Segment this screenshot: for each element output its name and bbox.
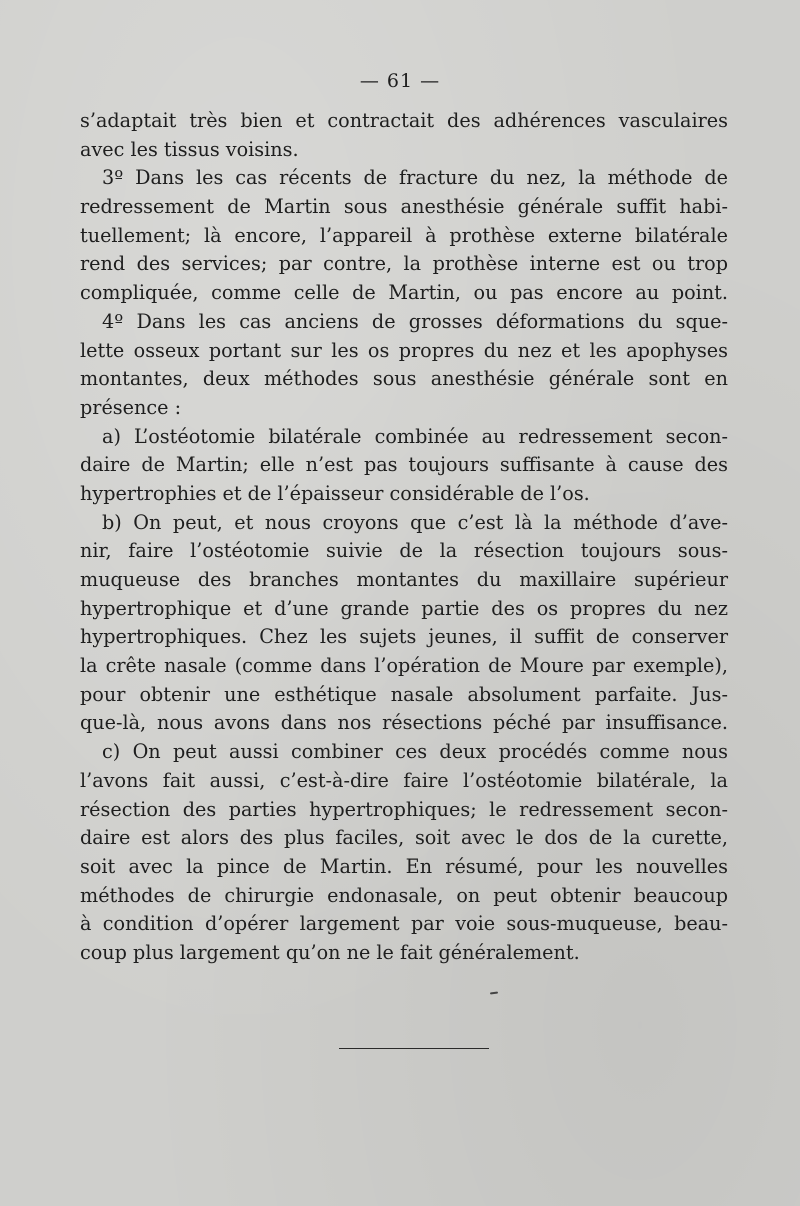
text-line: hypertrophies et de l’épaisseur considérable de l’os. <box>80 481 590 505</box>
text-line: daire est alors des plus faciles, soit avec le dos de la curette, <box>80 826 728 850</box>
text-line: 4º Dans les cas anciens de grosses déformations du sque- <box>102 309 728 333</box>
body-text <box>80 107 728 968</box>
text-line: l’avons fait aussi, c’est-à-dire faire l’ostéotomie bilatérale, la <box>80 768 728 792</box>
text-line: hypertrophique et d’une grande partie des os propres du nez <box>80 596 728 620</box>
text-line: à condition d’opérer largement par voie sous-muqueuse, beau- <box>80 912 728 936</box>
text-line: redressement de Martin sous anesthésie générale suffit habi- <box>80 195 728 219</box>
text-line: c) On peut aussi combiner ces deux procédés comme nous <box>102 740 728 764</box>
end-rule <box>339 1048 489 1049</box>
text-line: pour obtenir une esthétique nasale absolument parfaite. Jus- <box>80 682 728 706</box>
text-line: 3º Dans les cas récents de fracture du nez, la méthode de <box>102 166 728 190</box>
text-line: montantes, deux méthodes sous anesthésie générale sont en <box>80 367 728 391</box>
text-line: nir, faire l’ostéotomie suivie de la résection toujours sous- <box>80 539 728 563</box>
text-line: tuellement; là encore, l’appareil à prothèse externe bilatérale <box>80 223 728 247</box>
ink-speck <box>490 991 498 994</box>
text-line: rend des services; par contre, la prothèse interne est ou trop <box>80 252 728 276</box>
text-line: soit avec la pince de Martin. En résumé, pour les nouvelles <box>80 854 728 878</box>
text-line: hypertrophiques. Chez les sujets jeunes, il suffit de conserver <box>80 625 728 649</box>
text-line: avec les tissus voisins. <box>80 137 299 161</box>
page-number: — 61 — <box>359 70 441 92</box>
text-line: muqueuse des branches montantes du maxillaire supérieur <box>80 568 728 591</box>
text-line: que-là, nous avons dans nos résections péché par insuffisance. <box>80 711 728 735</box>
text-line: méthodes de chirurgie endonasale, on peut obtenir beaucoup <box>80 883 728 907</box>
text-line: compliquée, comme celle de Martin, ou pas encore au point. <box>80 281 728 305</box>
text-line: s’adaptait très bien et contractait des adhérences vasculaires <box>80 109 728 132</box>
text-line: a) L’ostéotomie bilatérale combinée au redressement secon- <box>102 424 728 448</box>
text-line: coup plus largement qu’on ne le fait généralement. <box>80 940 580 964</box>
text-line: la crête nasale (comme dans l’opération de Moure par exemple), <box>80 654 728 678</box>
text-line: résection des parties hypertrophiques; le redressement secon- <box>80 797 728 821</box>
text-line: présence : <box>80 395 182 419</box>
text-line: lette osseux portant sur les os propres du nez et les apophyses <box>80 338 728 362</box>
text-line: daire de Martin; elle n’est pas toujours suffisante à cause des <box>80 453 728 477</box>
text-line: b) On peut, et nous croyons que c’est là la méthode d’ave- <box>102 510 728 534</box>
